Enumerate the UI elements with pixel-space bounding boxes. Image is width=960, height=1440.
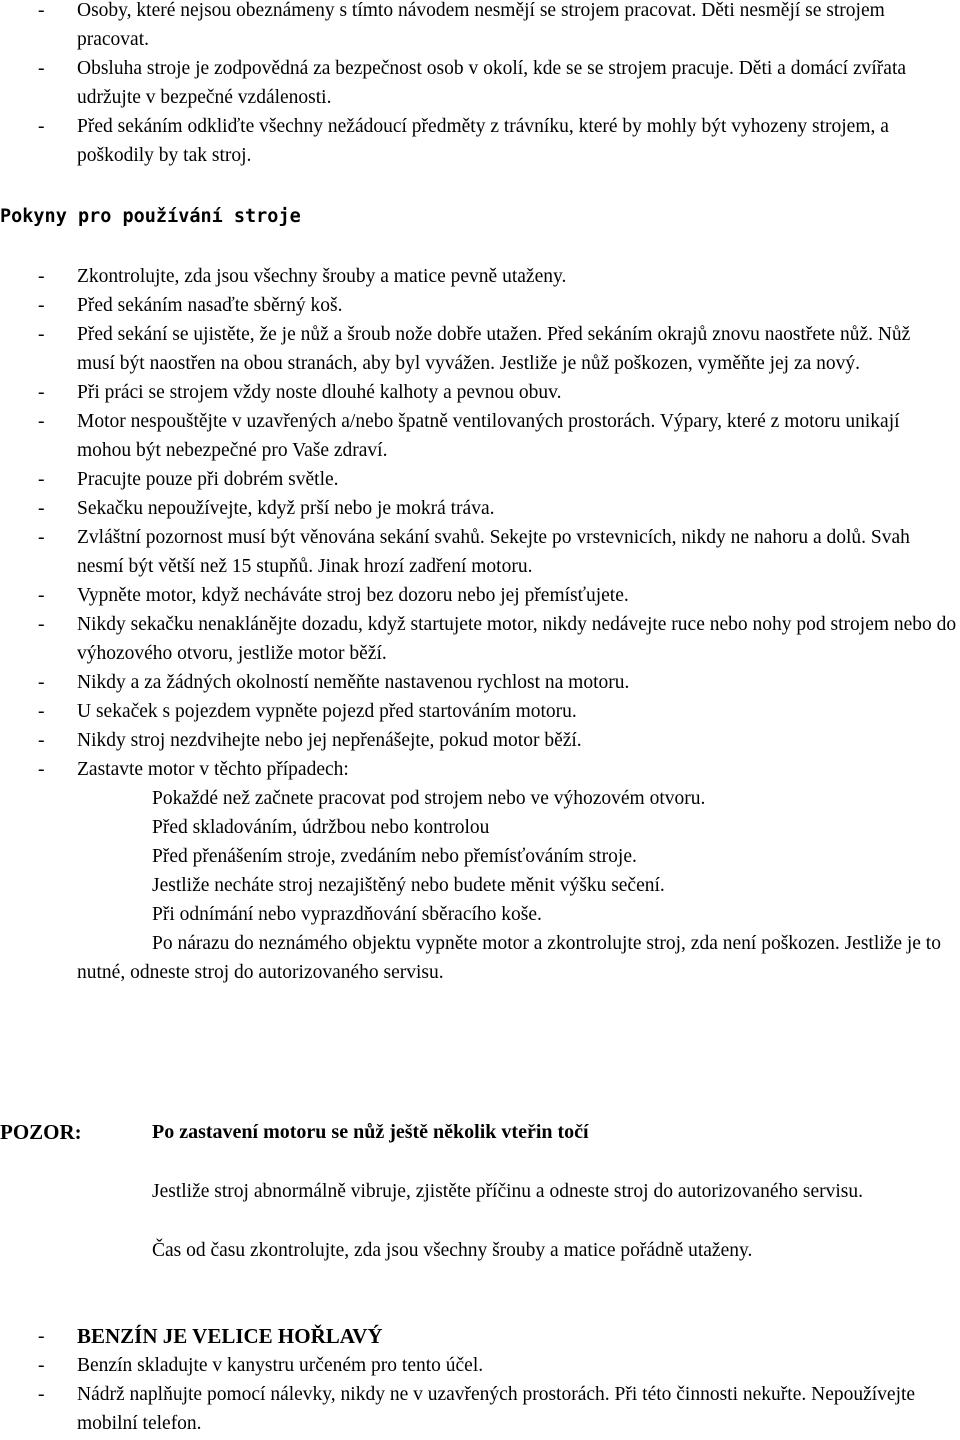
usage-list [0, 262, 958, 987]
list-item-text: Zkontrolujte, zda jsou všechny šrouby a matice pevně utaženy. [77, 266, 567, 287]
bullet-dash: - [38, 469, 45, 490]
list-item [0, 755, 958, 987]
list-item-text: Pracujte pouze při dobrém světle. [77, 469, 339, 490]
list-item-text: Zastavte motor v těchto případech: [77, 759, 349, 780]
bullet-dash: - [38, 295, 45, 316]
intro-list [0, 0, 958, 170]
list-item-text: Nádrž naplňujte pomocí nálevky, nikdy ne v uzavřených prostorách. Při této činnosti nekuřte. Nepoužívejte mobilní telefon. [77, 1384, 916, 1434]
stop-case-item: Po nárazu do neznámého objektu vypněte motor a zkontrolujte stroj, zda není poškozen. Jestliže je to nutné, odneste stroj do autorizovaného servisu. [77, 933, 941, 983]
bullet-dash: - [38, 614, 45, 635]
list-item [0, 1322, 958, 1351]
list-item [0, 1351, 958, 1380]
vibration-note [0, 1177, 958, 1206]
list-item-text: Nikdy a za žádných okolností neměňte nastavenou rychlost na motoru. [77, 672, 630, 693]
list-item-text: Benzín skladujte v kanystru určeném pro tento účel. [77, 1355, 484, 1376]
bullet-dash: - [38, 0, 45, 21]
bullet-dash: - [38, 1355, 45, 1376]
fuel-list [0, 1322, 958, 1438]
bullet-dash: - [38, 1326, 45, 1347]
section-heading: Pokyny pro používání stroje [0, 206, 301, 227]
list-item [0, 262, 958, 291]
list-item [0, 726, 958, 755]
list-item-text: Obsluha stroje je zodpovědná za bezpečnost osob v okolí, kde se se strojem pracuje. Děti a domácí zvířata udržujte v bezpečné vzdálenosti. [77, 58, 907, 108]
vibration-note-text: Jestliže stroj abnormálně vibruje, zjistěte příčinu a odneste stroj do autorizovaného servisu. [152, 1181, 864, 1202]
list-item [0, 668, 958, 697]
list-item [0, 465, 958, 494]
warning-label: POZOR: [0, 1120, 82, 1144]
check-note [0, 1236, 958, 1265]
list-item [0, 1380, 958, 1438]
list-item [0, 523, 958, 581]
stop-case-item: Jestliže necháte stroj nezajištěný nebo budete měnit výšku sečení. [152, 875, 665, 896]
bullet-dash: - [38, 701, 45, 722]
bullet-dash: - [38, 1384, 45, 1405]
list-item [0, 320, 958, 378]
warning-text: Po zastavení motoru se nůž ještě několik vteřin točí [152, 1121, 589, 1143]
bullet-dash: - [38, 116, 45, 137]
stop-cases-list [77, 784, 958, 987]
fuel-warning-title: BENZÍN JE VELICE HOŘLAVÝ [77, 1324, 383, 1348]
list-item-text: Sekačku nepoužívejte, když prší nebo je mokrá tráva. [77, 498, 495, 519]
list-item-text: Před sekání se ujistěte, že je nůž a šroub nože dobře utažen. Před sekáním okrajů znovu naostřete nůž. Nůž musí být naostřen na obou stranách, aby byl vyvážen. Jestliže je nůž poškozen, vyměňte jej za nový. [77, 324, 911, 374]
list-item-text: Nikdy stroj nezdvihejte nebo jej nepřenášejte, pokud motor běží. [77, 730, 582, 751]
bullet-dash: - [38, 672, 45, 693]
bullet-dash: - [38, 527, 45, 548]
stop-case-item: Pokaždé než začnete pracovat pod strojem nebo ve výhozovém otvoru. [152, 788, 706, 809]
list-item [0, 407, 958, 465]
list-item [0, 581, 958, 610]
list-item [0, 378, 958, 407]
list-item [0, 494, 958, 523]
list-item [0, 697, 958, 726]
bullet-dash: - [38, 266, 45, 287]
list-item-text: Osoby, které nejsou obeznámeny s tímto návodem nesmějí se strojem pracovat. Děti nesmějí se strojem pracovat. [77, 0, 885, 50]
list-item-text: Nikdy sekačku nenaklánějte dozadu, když startujete motor, nikdy nedávejte ruce nebo nohy pod strojem nebo do výhozového otvoru, jestliže motor běží. [77, 614, 957, 664]
bullet-dash: - [38, 382, 45, 403]
list-item [0, 54, 958, 112]
bullet-dash: - [38, 411, 45, 432]
bullet-dash: - [38, 324, 45, 345]
bullet-dash: - [38, 585, 45, 606]
stop-case-item: Před skladováním, údržbou nebo kontrolou [152, 817, 490, 838]
list-item-text: Vypněte motor, když necháváte stroj bez dozoru nebo jej přemísťujete. [77, 585, 629, 606]
list-item [0, 0, 958, 54]
list-item-text: Při práci se strojem vždy noste dlouhé kalhoty a pevnou obuv. [77, 382, 562, 403]
bullet-dash: - [38, 759, 45, 780]
list-item-text: Motor nespouštějte v uzavřených a/nebo špatně ventilovaných prostorách. Výpary, které z motoru unikají mohou být nebezpečné pro Vaše zdraví. [77, 411, 900, 461]
bullet-dash: - [38, 730, 45, 751]
list-item-text: U sekaček s pojezdem vypněte pojezd před startováním motoru. [77, 701, 577, 722]
check-note-text: Čas od času zkontrolujte, zda jsou všechny šrouby a matice pořádně utaženy. [152, 1240, 753, 1261]
list-item-text: Zvláštní pozornost musí být věnována sekání svahů. Sekejte po vrstevnicích, nikdy ne nahoru a dolů. Svah nesmí být větší než 15 stupňů. Jinak hrozí zadření motoru. [77, 527, 910, 577]
bullet-dash: - [38, 498, 45, 519]
bullet-dash: - [38, 58, 45, 79]
list-item [0, 610, 958, 668]
list-item [0, 112, 958, 170]
stop-case-item: Před přenášením stroje, zvedáním nebo přemísťováním stroje. [152, 846, 637, 867]
list-item [0, 291, 958, 320]
stop-case-item: Při odnímání nebo vyprazdňování sběracího koše. [152, 904, 542, 925]
list-item-text: Před sekáním odkliďte všechny nežádoucí předměty z trávníku, které by mohly být vyhozeny strojem, a poškodily by tak stroj. [77, 116, 889, 166]
list-item-text: Před sekáním nasaďte sběrný koš. [77, 295, 343, 316]
